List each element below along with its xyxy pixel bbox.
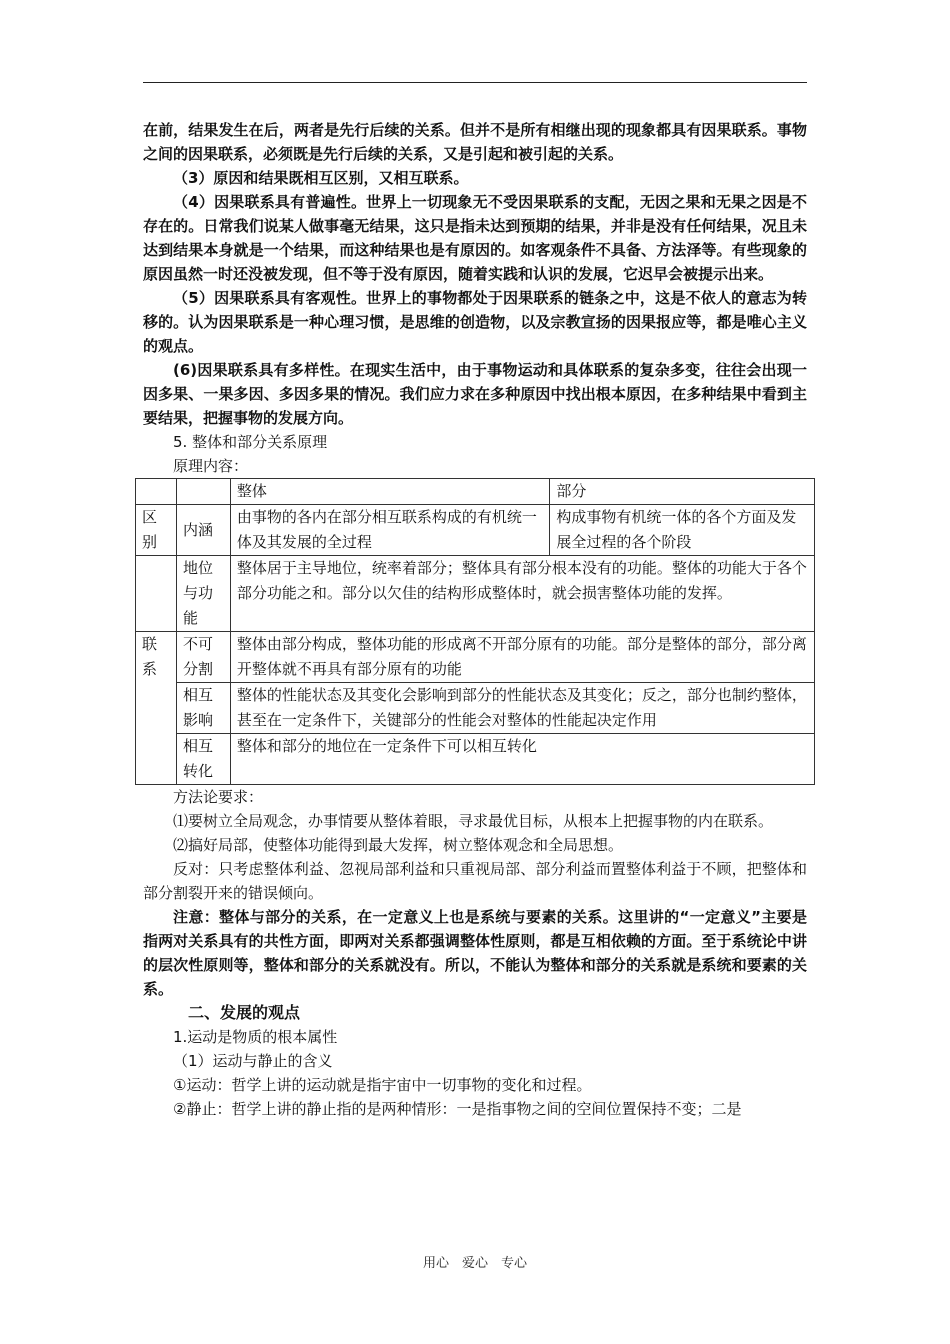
page-footer: 用心 爱心 专心 — [422, 1256, 527, 1271]
cell-mutual-influence: 整体的性能状态及其变化会影响到部分的性能状态及其变化；反之，部分也制约整体，甚至在一定条件下，关键部分的性能会对整体的性能起决定作用 — [230, 683, 814, 734]
paragraph-point-5: （5）因果联系具有客观性。世界上的事物都处于因果联系的链条之中，这是不依人的意志为转移的。认为因果联系是一种心理习惯，是思维的创造物，以及宗教宣扬的因果报应等，都是唯心主义的观点。 — [143, 289, 807, 355]
section-2-title: 二、发展的观点 — [188, 1003, 301, 1022]
row-label-mutual-influence: 相互影响 — [176, 683, 230, 734]
header-whole: 整体 — [230, 479, 549, 505]
table-row — [136, 556, 815, 632]
method-item-1: ⑴要树立全局观念，办事情要从整体着眼，寻求最优目标，从根本上把握事物的内在联系。 — [173, 812, 774, 830]
header-rule — [143, 82, 807, 83]
method-note: 注意：整体与部分的关系，在一定意义上也是系统与要素的关系。这里讲的“一定意义”主要是指两对关系具有的共性方面，即两对关系都强调整体性原则，都是互相依赖的方面。至于系统论中讲的层次性原则等，整体和部分的关系就没有。所以，不能认为整体和部分的关系就是系统和要素的关系。 — [143, 908, 807, 998]
whole-part-table — [135, 478, 815, 785]
row-label-status-function: 地位与功能 — [176, 556, 230, 632]
table-row — [136, 505, 815, 556]
paragraph-cause-order: 在前，结果发生在后，两者是先行后续的关系。但并不是所有相继出现的现象都具有因果联系。事物之间的因果联系，必须既是先行后续的关系，又是引起和被引起的关系。 — [143, 121, 807, 163]
cell-whole-connotation: 由事物的各内在部分相互联系构成的有机统一体及其发展的全过程 — [230, 505, 549, 556]
row-label-connotation: 内涵 — [176, 505, 230, 556]
subsection-1-title: 1.运动是物质的根本属性 — [173, 1028, 338, 1046]
group-label-connection: 联系 — [136, 632, 177, 785]
definition-motion: ①运动：哲学上讲的运动就是指宇宙中一切事物的变化和过程。 — [173, 1076, 592, 1094]
table-row — [136, 683, 815, 734]
table-row — [136, 632, 815, 683]
page-content — [143, 118, 807, 1121]
paragraph-point-3: （3）原因和结果既相互区别，又相互联系。 — [173, 169, 469, 187]
cell-mutual-transform: 整体和部分的地位在一定条件下可以相互转化 — [230, 734, 814, 785]
method-label: 方法论要求： — [173, 788, 264, 806]
definition-rest: ②静止：哲学上讲的静止指的是两种情形：一是指事物之间的空间位置保持不变；二是 — [173, 1100, 742, 1118]
method-oppose: 反对：只考虑整体利益、忽视局部利益和只重视局部、部分利益而置整体利益于不顾，把整体和部分割裂开来的错误倾向。 — [143, 860, 807, 902]
row-label-mutual-transform: 相互转化 — [176, 734, 230, 785]
cell-inseparable: 整体由部分构成，整体功能的形成离不开部分原有的功能。部分是整体的部分，部分离开整体就不再具有部分原有的功能 — [230, 632, 814, 683]
cell-status-function: 整体居于主导地位，统率着部分；整体具有部分根本没有的功能。整体的功能大于各个部分功能之和。部分以欠佳的结构形成整体时，就会损害整体功能的发挥。 — [230, 556, 814, 632]
row-label-inseparable: 不可分割 — [176, 632, 230, 683]
content-label: 原理内容： — [173, 457, 249, 475]
header-part: 部分 — [550, 479, 815, 505]
paragraph-point-4: （4）因果联系具有普遍性。世界上一切现象无不受因果联系的支配，无因之果和无果之因是不存在的。日常我们说某人做事毫无结果，这只是指未达到预期的结果，并非是没有任何结果，况且未达到结果本身就是一个结果，而这种结果也是有原因的。如客观条件不具备、方法泽等。有些现象的原因虽然一时还没被发现，但不等于没有原因，随着实践和认识的发展，它迟早会被提示出来。 — [143, 193, 807, 283]
table-header-row — [136, 479, 815, 505]
section-5-title: 5. 整体和部分关系原理 — [173, 433, 328, 451]
group-label-distinction: 区别 — [136, 505, 177, 556]
subsection-1a-title: （1）运动与静止的含义 — [173, 1052, 333, 1070]
paragraph-point-6: (6)因果联系具有多样性。在现实生活中，由于事物运动和具体联系的复杂多变，往往会出现一因多果、一果多因、多因多果的情况。我们应力求在多种原因中找出根本原因，在多种结果中看到主要结果，把握事物的发展方向。 — [143, 361, 807, 427]
cell-part-connotation: 构成事物有机统一体的各个方面及发展全过程的各个阶段 — [550, 505, 815, 556]
table-row — [136, 734, 815, 785]
method-item-2: ⑵搞好局部，使整体功能得到最大发挥，树立整体观念和全局思想。 — [173, 836, 624, 854]
